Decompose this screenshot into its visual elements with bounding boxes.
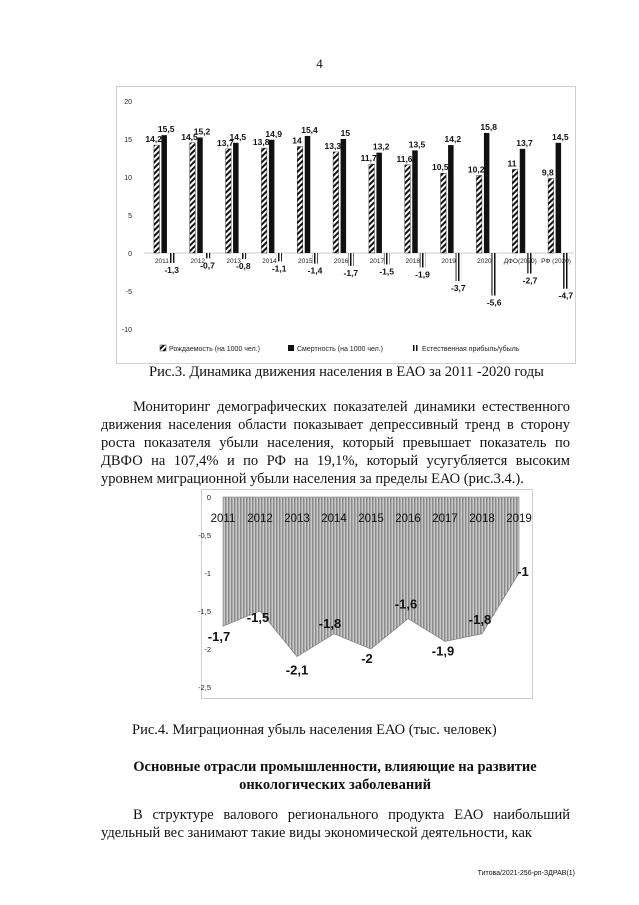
data-label: 10,2	[467, 164, 485, 175]
data-label: -5,6	[486, 297, 502, 308]
birth-rate-bar	[441, 173, 447, 253]
data-label: -2,7	[522, 275, 538, 286]
data-label: 13,2	[372, 141, 390, 152]
birth-rate-bar	[512, 169, 518, 253]
data-label: 13,3	[324, 140, 342, 151]
x-tick-label: 2019	[506, 513, 532, 525]
natural-change-bar	[276, 253, 282, 261]
page-number: 4	[316, 56, 323, 71]
y-tick-label: 0	[206, 493, 211, 502]
data-label: -1	[517, 564, 529, 579]
section-heading: Основные отрасли промышленности, влияющие на развитие онкологических заболеваний	[133, 759, 537, 793]
x-tick-label: 2012	[247, 513, 273, 525]
x-tick-label: 2020	[477, 258, 492, 265]
x-tick-label: 2015	[298, 258, 313, 265]
data-label: -0,8	[236, 261, 251, 272]
y-tick-label: -2,5	[198, 683, 211, 692]
y-tick-label: -1,5	[198, 607, 211, 616]
data-label: 15,2	[193, 126, 211, 137]
data-label: 14,5	[229, 131, 247, 142]
death-rate-bar	[161, 135, 167, 253]
data-label: 15,8	[480, 121, 497, 132]
data-label: 13,7	[516, 137, 533, 148]
data-label: -2,1	[285, 662, 309, 678]
x-tick-label: 2016	[333, 258, 349, 265]
natural-change-bar	[420, 253, 426, 267]
death-rate-bar	[197, 137, 203, 253]
natural-change-bar	[169, 253, 175, 263]
data-label: 15	[340, 128, 351, 138]
y-tick-label: -0,5	[198, 531, 211, 540]
data-label: -2	[361, 651, 373, 666]
paragraph-demography	[101, 398, 570, 488]
y-tick-label: 5	[128, 213, 132, 220]
y-tick-label: 20	[124, 99, 132, 106]
birth-rate-bar	[261, 148, 267, 253]
death-rate-bar	[341, 139, 347, 253]
x-tick-label: 2019	[441, 258, 456, 265]
birth-rate-bar	[405, 165, 411, 253]
data-label: 11,7	[360, 153, 377, 164]
x-tick-label: 2017	[432, 513, 458, 525]
birth-rate-bar	[369, 164, 375, 253]
data-label: -1,7	[343, 267, 359, 278]
x-tick-label: 2011	[210, 513, 236, 525]
death-rate-bar	[520, 149, 526, 253]
natural-change-bar	[384, 253, 390, 264]
data-label: 11	[507, 158, 517, 169]
x-tick-label: 2018	[469, 513, 495, 525]
figure-4-caption: Рис.4. Миграционная убыль населения ЕАО (тыс. человек)	[132, 722, 497, 738]
legend-label: Естественная прибыль/убыль	[422, 346, 520, 353]
birth-rate-bar	[333, 152, 339, 253]
x-tick-label: 2013	[284, 513, 310, 525]
document-footer: Титова/2021-256-рп-ЗДРАВ(1)	[477, 870, 575, 877]
death-rate-bar	[376, 153, 382, 253]
legend-swatch	[413, 345, 419, 351]
natural-change-bar	[348, 253, 354, 266]
death-rate-bar	[269, 140, 275, 253]
data-label: -1,9	[431, 643, 455, 659]
legend-label: Смертность (на 1000 чел.)	[297, 346, 383, 353]
legend-label: Рождаемость (на 1000 чел.)	[169, 346, 260, 353]
y-tick-label: 0	[128, 251, 132, 258]
data-label: 15,4	[301, 124, 318, 135]
x-tick-label: РФ (2020)	[541, 258, 571, 265]
birth-rate-bar	[476, 175, 482, 253]
y-tick-label: -1	[204, 569, 211, 578]
data-label: -1,8	[318, 615, 342, 631]
data-label: 10,5	[432, 162, 449, 173]
natural-change-bar	[491, 253, 497, 296]
death-rate-bar	[305, 136, 311, 253]
birth-rate-bar	[190, 143, 196, 253]
natural-change-bar	[241, 253, 247, 259]
y-tick-label: -10	[121, 327, 132, 334]
data-label: 14,9	[265, 128, 282, 139]
natural-change-bar	[312, 253, 318, 264]
death-rate-bar	[233, 143, 239, 253]
data-label: 14,5	[552, 131, 569, 142]
legend-swatch	[160, 345, 166, 351]
y-tick-label: 10	[124, 175, 132, 182]
x-tick-label: 2018	[405, 258, 420, 265]
data-label: -1,4	[307, 265, 323, 276]
data-label: -1,8	[468, 611, 492, 627]
data-label: -4,7	[558, 290, 574, 301]
data-label: 11,6	[396, 153, 413, 164]
x-tick-label: 2015	[358, 513, 384, 525]
death-rate-bar	[448, 145, 454, 253]
data-label: -1,5	[246, 610, 270, 625]
x-tick-label: 2016	[395, 513, 421, 525]
x-tick-label: 2012	[190, 258, 205, 265]
migration-loss-chart	[198, 489, 533, 699]
population-dynamics-chart	[116, 86, 576, 364]
data-label: 13,5	[408, 139, 426, 150]
data-label: -3,7	[451, 283, 466, 294]
birth-rate-bar	[154, 145, 160, 253]
data-label: -1,1	[271, 263, 287, 274]
data-label: -1,6	[394, 596, 418, 612]
data-label: 9,8	[541, 167, 554, 178]
legend-swatch	[288, 345, 294, 351]
y-tick-label: -5	[125, 289, 132, 296]
data-label: 14,2	[444, 134, 462, 145]
x-tick-label: 2011	[154, 258, 169, 265]
death-rate-bar	[556, 143, 562, 253]
data-label: 14,5	[181, 131, 198, 142]
data-label: -1,5	[379, 266, 394, 277]
birth-rate-bar	[297, 147, 303, 253]
natural-change-bar	[205, 253, 211, 258]
natural-change-bar	[456, 253, 462, 281]
birth-rate-bar	[226, 149, 232, 253]
y-tick-label: 15	[124, 137, 132, 144]
data-label: -1,7	[207, 629, 231, 645]
x-tick-label: 2017	[369, 258, 385, 265]
x-tick-label: 2014	[262, 258, 277, 265]
data-label: 14	[292, 135, 302, 146]
paragraph-grp-text: В структуре валового регионального продукта ЕАО наибольший удельный вес занимают такие виды экономической деятельности, как	[101, 807, 570, 841]
data-label: 14,2	[145, 134, 162, 145]
y-tick-label: -2	[204, 645, 211, 654]
data-label: -0,7	[200, 260, 215, 271]
x-tick-label: ДФО(2020)	[503, 258, 537, 265]
x-tick-label: 2013	[226, 258, 241, 265]
data-label: 13,8	[252, 137, 270, 148]
data-label: -1,9	[415, 269, 430, 280]
data-label: 13,7	[217, 137, 234, 148]
x-tick-label: 2014	[321, 513, 347, 525]
data-label: 15,5	[157, 124, 175, 135]
paragraph-demography-text: Мониторинг демографических показателей динамики естественного движения населения области показывает депрессивный тренд в сторону роста показателя убыли населения, который превышает показатель по ДВФО на 107,4% и по РФ на 19,1%, который усугубляется высоким уровнем миграционной убыли населения за пределы ЕАО (рис.3.4.).	[101, 399, 570, 487]
birth-rate-bar	[548, 179, 554, 253]
death-rate-bar	[412, 150, 418, 253]
death-rate-bar	[484, 133, 490, 253]
paragraph-grp	[101, 806, 570, 842]
data-label: -1,3	[164, 264, 179, 275]
figure-3-caption: Рис.3. Динамика движения населения в ЕАО за 2011 -2020 годы	[149, 364, 544, 380]
